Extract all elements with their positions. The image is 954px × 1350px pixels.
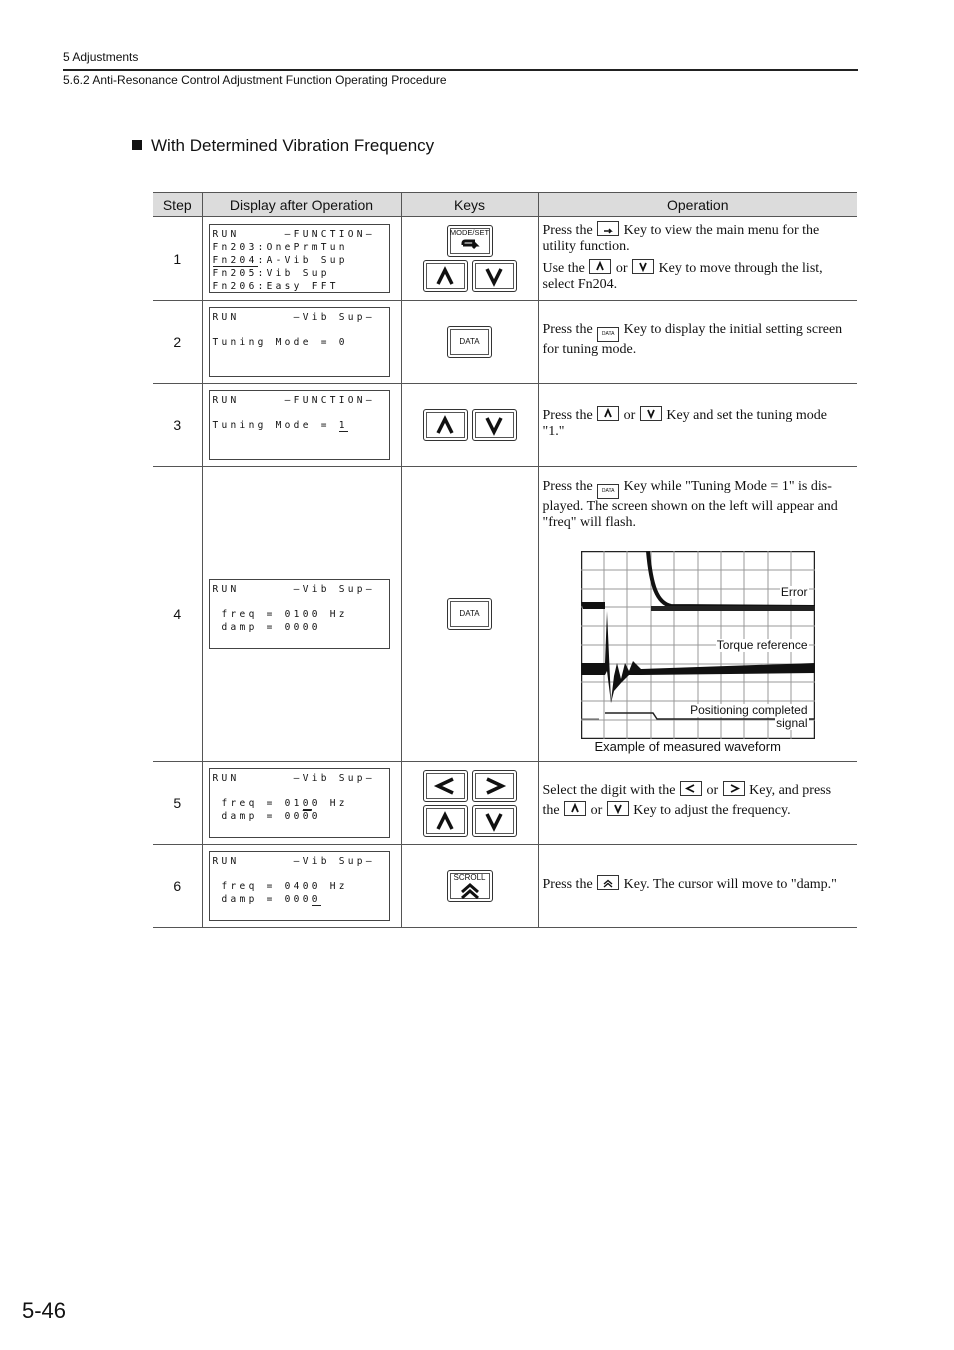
step-number: 1 <box>153 217 202 301</box>
table-row <box>153 217 857 301</box>
lcd-line <box>213 893 389 906</box>
mode-set-arrow-icon <box>448 226 492 256</box>
lcd-line: RUN —FUNCTION— <box>212 229 375 240</box>
chapter-header: 5 Adjustments <box>63 50 139 64</box>
table-header-row <box>153 193 857 217</box>
lcd-line: freq = 0100 Hz <box>212 609 348 620</box>
step-number: 2 <box>153 301 202 384</box>
down-key-icon <box>640 406 662 421</box>
lcd-cursor-digit: 1 <box>338 420 348 431</box>
down-key[interactable] <box>472 260 517 292</box>
down-key-icon <box>632 259 654 274</box>
col-header-step: Step <box>153 193 202 217</box>
lcd-text: Tuning Mode = <box>212 420 339 431</box>
data-key[interactable]: DATA <box>447 598 492 630</box>
torque-reference-label: Torque reference <box>716 638 808 652</box>
op-text: Key, and press the <box>542 783 832 818</box>
key-label: SCROLL <box>453 873 486 882</box>
section-title-text: With Determined Vibration Frequency <box>151 136 435 155</box>
lcd-line: RUN —Vib Sup— <box>212 773 375 784</box>
up-arrow-icon <box>424 410 467 440</box>
up-key[interactable] <box>423 409 468 441</box>
op-text: Use the <box>542 260 585 276</box>
lcd-display <box>209 851 390 921</box>
lcd-text: damp = 000 <box>212 894 312 905</box>
operation-text <box>543 875 852 893</box>
op-text: Select the digit with the <box>542 783 676 798</box>
lcd-text: 0 <box>311 811 321 822</box>
table-row <box>153 301 857 384</box>
positioning-signal-label: signal <box>776 716 808 730</box>
table-row <box>153 467 857 762</box>
operation-text <box>543 406 852 440</box>
operation-cell <box>538 467 857 762</box>
step-number: 6 <box>153 845 202 928</box>
op-text: or <box>615 260 628 276</box>
operation-cell <box>538 845 857 928</box>
left-key[interactable] <box>423 770 468 802</box>
op-text: Key to view the main menu for the utility function. <box>542 222 820 254</box>
measured-waveform <box>581 551 815 739</box>
lcd-cell <box>202 301 401 384</box>
lcd-line: damp = 0000 <box>212 622 321 633</box>
col-header-display: Display after Operation <box>202 193 401 217</box>
operation-text <box>543 322 852 358</box>
op-text: Press the <box>542 408 593 423</box>
lcd-line: freq = 0400 Hz <box>212 881 348 892</box>
up-key-icon <box>589 259 611 274</box>
lcd-display <box>209 390 390 460</box>
up-arrow-icon <box>424 806 467 836</box>
up-arrow-icon <box>424 261 467 291</box>
up-key[interactable] <box>423 260 468 292</box>
down-key-icon <box>607 801 629 816</box>
lcd-digit: 0 <box>302 811 312 822</box>
operation-text <box>543 479 852 531</box>
step-number: 5 <box>153 762 202 845</box>
op-text: or <box>706 783 719 798</box>
waveform-caption: Example of measured waveform <box>594 739 781 754</box>
lcd-text: damp = 00 <box>212 811 303 822</box>
lcd-line: RUN —FUNCTION— <box>212 395 375 406</box>
page-number: 5-46 <box>22 1298 67 1323</box>
left-key-icon <box>680 781 702 796</box>
keys-cell <box>401 384 538 467</box>
lcd-line <box>213 254 389 267</box>
right-arrow-icon <box>473 771 516 801</box>
lcd-line <box>213 419 389 432</box>
operation-text <box>543 259 852 293</box>
scroll-key[interactable] <box>447 870 493 902</box>
table-row <box>153 845 857 928</box>
data-key[interactable]: DATA <box>447 326 492 358</box>
lcd-line: RUN —Vib Sup— <box>212 312 375 323</box>
mode-set-key-icon <box>597 221 619 236</box>
lcd-selected-text: Fn204 <box>212 255 258 266</box>
lcd-text: 0 Hz <box>311 798 348 809</box>
section-title <box>132 136 434 156</box>
op-text: Key to display the initial setting screen for tuning mode. <box>542 322 843 357</box>
lcd-line <box>213 810 389 823</box>
lcd-cell <box>202 762 401 845</box>
lcd-line: Fn206:Easy FFT <box>212 281 339 292</box>
down-key[interactable] <box>472 409 517 441</box>
lcd-display <box>209 307 390 377</box>
op-text: Key and set the tuning mode "1." <box>542 408 827 439</box>
operation-cell <box>538 301 857 384</box>
op-text: Press the <box>542 322 593 337</box>
scroll-key-icon <box>597 875 619 890</box>
op-text: Press the <box>542 222 593 238</box>
procedure-table <box>153 192 857 928</box>
positioning-completed-label: Positioning completed <box>690 703 808 717</box>
lcd-cell <box>202 217 401 301</box>
op-text: or <box>623 408 636 423</box>
lcd-line: Fn203:OnePrmTun <box>212 242 348 253</box>
keys-cell <box>401 762 538 845</box>
keys-cell <box>401 845 538 928</box>
lcd-cursor-digit: 0 <box>302 798 312 809</box>
keys-cell <box>401 217 538 301</box>
operation-text <box>543 781 852 821</box>
lcd-cell <box>202 467 401 762</box>
op-text: Key while "Tuning Mode = 1" is dis-played. The screen shown on the left will appear and "freq" will flash. <box>542 479 838 530</box>
op-text: Press the <box>542 877 593 892</box>
down-arrow-icon <box>473 806 516 836</box>
lcd-cursor-digit: 0 <box>311 894 321 905</box>
lcd-cell <box>202 845 401 928</box>
op-text: Key to move through the list, select Fn204. <box>542 260 823 292</box>
data-key-icon: DATA <box>597 327 619 342</box>
up-key-icon <box>597 406 619 421</box>
lcd-text: :A-Vib Sup <box>257 255 348 266</box>
lcd-display <box>209 768 390 838</box>
col-header-operation: Operation <box>538 193 857 217</box>
section-header: 5.6.2 Anti-Resonance Control Adjustment Function Operating Procedure <box>63 73 447 87</box>
right-key-icon <box>723 781 745 796</box>
mode-set-key[interactable] <box>447 225 493 257</box>
lcd-line: RUN —Vib Sup— <box>212 584 375 595</box>
down-arrow-icon <box>473 261 516 291</box>
lcd-line: RUN —Vib Sup— <box>212 856 375 867</box>
header-rule <box>63 69 858 71</box>
op-text: Key. The cursor will move to "damp." <box>623 877 837 892</box>
lcd-text: freq = 01 <box>212 798 303 809</box>
keys-cell <box>401 467 538 762</box>
operation-text <box>543 221 852 255</box>
lcd-line <box>213 797 389 810</box>
key-label: MODE/SET <box>449 228 490 237</box>
step-number: 3 <box>153 384 202 467</box>
right-key[interactable] <box>472 770 517 802</box>
operation-cell <box>538 384 857 467</box>
square-bullet-icon <box>132 140 142 150</box>
table-row <box>153 762 857 845</box>
op-text: or <box>590 803 603 818</box>
op-text: Key to adjust the frequency. <box>633 803 791 818</box>
op-text: Press the <box>542 479 593 494</box>
lcd-display <box>209 224 390 293</box>
up-key[interactable] <box>423 805 468 837</box>
step-number: 4 <box>153 467 202 762</box>
down-arrow-icon <box>473 410 516 440</box>
operation-cell <box>538 217 857 301</box>
scroll-double-up-icon <box>448 871 492 901</box>
table-row <box>153 384 857 467</box>
left-arrow-icon <box>424 771 467 801</box>
lcd-cell <box>202 384 401 467</box>
lcd-line: Fn205:Vib Sup <box>212 268 330 279</box>
col-header-keys: Keys <box>401 193 538 217</box>
up-key-icon <box>564 801 586 816</box>
keys-cell <box>401 301 538 384</box>
lcd-display <box>209 579 390 649</box>
lcd-line: Tuning Mode = 0 <box>212 337 348 348</box>
operation-cell <box>538 762 857 845</box>
down-key[interactable] <box>472 805 517 837</box>
data-key-icon: DATA <box>597 484 619 499</box>
error-label: Error <box>780 585 808 599</box>
